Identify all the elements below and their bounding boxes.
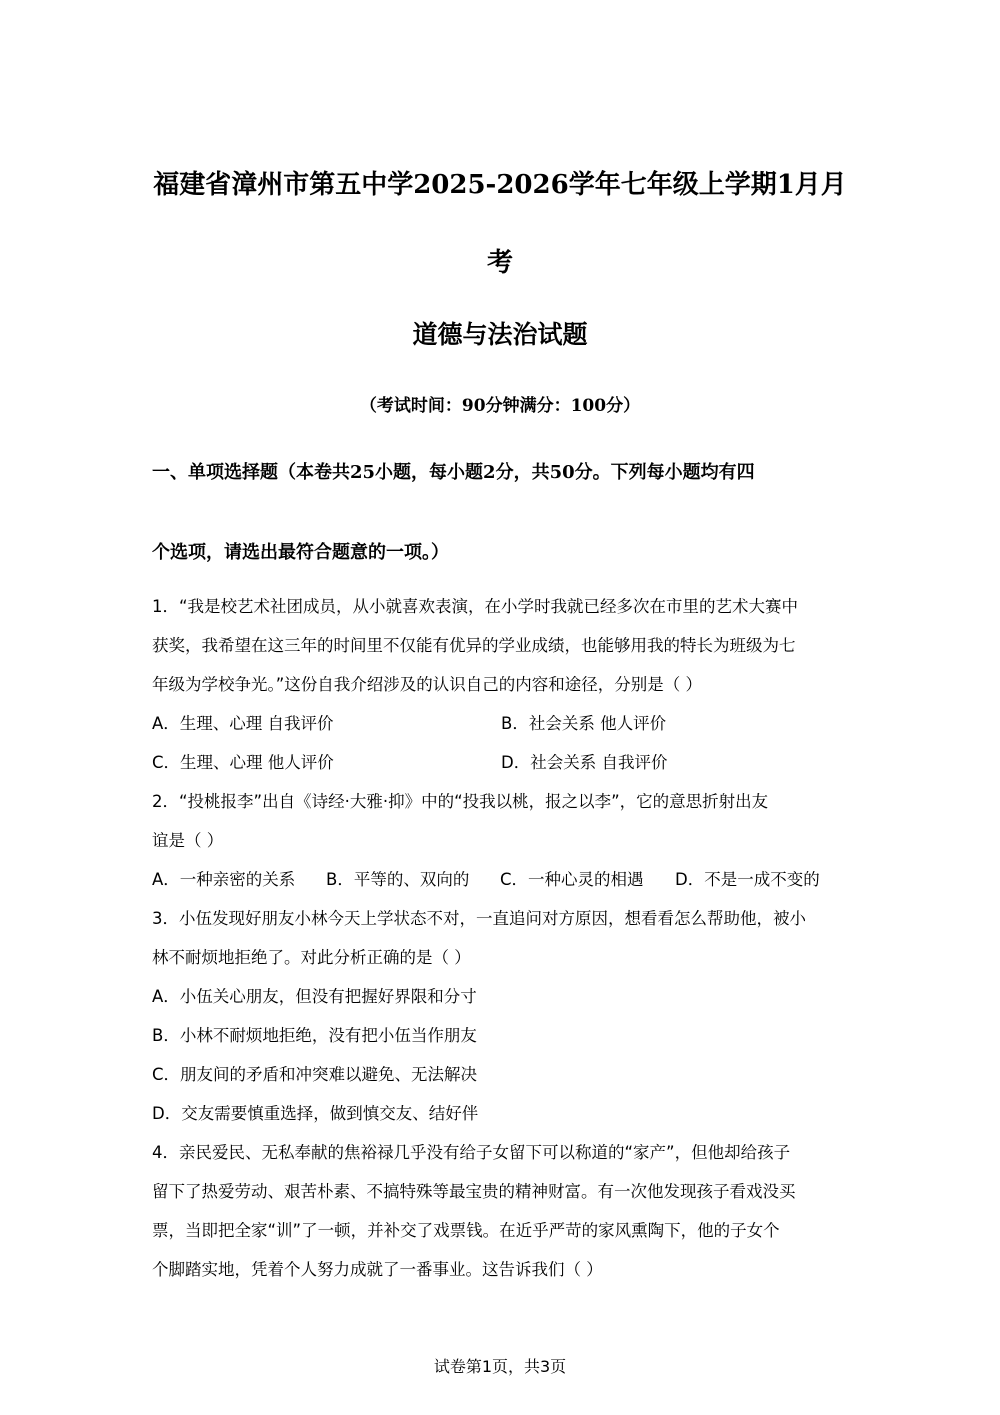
question-3-option-c: C．朋友间的矛盾和冲突难以避免、无法解决 [152, 1065, 478, 1084]
question-3-option-d: D．交友需要慎重选择，做到慎交友、结好伴 [152, 1104, 479, 1123]
page-footer: 试卷第1页，共3页 [433, 1357, 567, 1376]
section-heading-line1: 一、单项选择题（本卷共25小题，每小题2分，共50分。下列每小题均有四 [152, 462, 755, 483]
question-1-option-d: D．社会关系 自我评价 [501, 753, 668, 772]
exam-info: （考试时间：90分钟满分：100分） [359, 396, 641, 416]
question-3-option-b: B．小林不耐烦地拒绝，没有把小伍当作朋友 [152, 1026, 477, 1045]
question-3-stem-line2: 林不耐烦地拒绝了。对此分析正确的是（ ） [152, 948, 471, 967]
question-2-option-d: D．不是一成不变的 [675, 870, 820, 889]
question-4-stem-line2: 留下了热爱劳动、艰苦朴素、不搞特殊等最宝贵的精神财富。有一次他发现孩子看戏没买 [152, 1182, 796, 1201]
question-2-option-c: C．一种心灵的相遇 [500, 870, 644, 889]
question-1-option-b: B．社会关系 他人评价 [501, 714, 667, 733]
question-1-stem-line1: 1．“我是校艺术社团成员，从小就喜欢表演，在小学时我就已经多次在市里的艺术大赛中 [152, 597, 799, 616]
question-2-option-b: B．平等的、双向的 [326, 870, 470, 889]
question-4-stem-line1: 4．亲民爱民、无私奉献的焦裕禄几乎没有给子女留下可以称道的“家产”，但他却给孩子 [152, 1143, 791, 1162]
section-heading-line2: 个选项，请选出最符合题意的一项。） [152, 542, 449, 563]
question-4-stem-line4: 个脚踏实地，凭着个人努力成就了一番事业。这告诉我们（ ） [152, 1260, 603, 1279]
question-1-stem-line2: 获奖，我希望在这三年的时间里不仅能有优异的学业成绩，也能够用我的特长为班级为七 [152, 636, 796, 655]
page-title-line2: 考 [486, 248, 513, 278]
question-3-stem-line1: 3．小伍发现好朋友小林今天上学状态不对，一直追问对方原因，想看看怎么帮助他，被小 [152, 909, 806, 928]
question-4-stem-line3: 票，当即把全家“训”了一顿，并补交了戏票钱。在近乎严苛的家风熏陶下，他的子女个 [152, 1221, 780, 1240]
question-2-stem-line1: 2．“投桃报李”出自《诗经·大雅·抑》中的“投我以桃，报之以李”，它的意思折射出友 [152, 792, 769, 811]
page-title-line1: 福建省漳州市第五中学2025-2026学年七年级上学期1月月 [153, 170, 847, 200]
question-3-option-a: A．小伍关心朋友，但没有把握好界限和分寸 [152, 987, 477, 1006]
question-2-option-a: A．一种亲密的关系 [152, 870, 296, 889]
question-2-stem-line2: 谊是（ ） [152, 831, 224, 850]
question-1-stem-line3: 年级为学校争光。”这份自我介绍涉及的认识自己的内容和途径，分别是（ ） [152, 675, 703, 694]
question-1-option-c: C．生理、心理 他人评价 [152, 753, 334, 772]
question-1-option-a: A．生理、心理 自我评价 [152, 714, 334, 733]
subject-title: 道德与法治试题 [412, 320, 588, 349]
